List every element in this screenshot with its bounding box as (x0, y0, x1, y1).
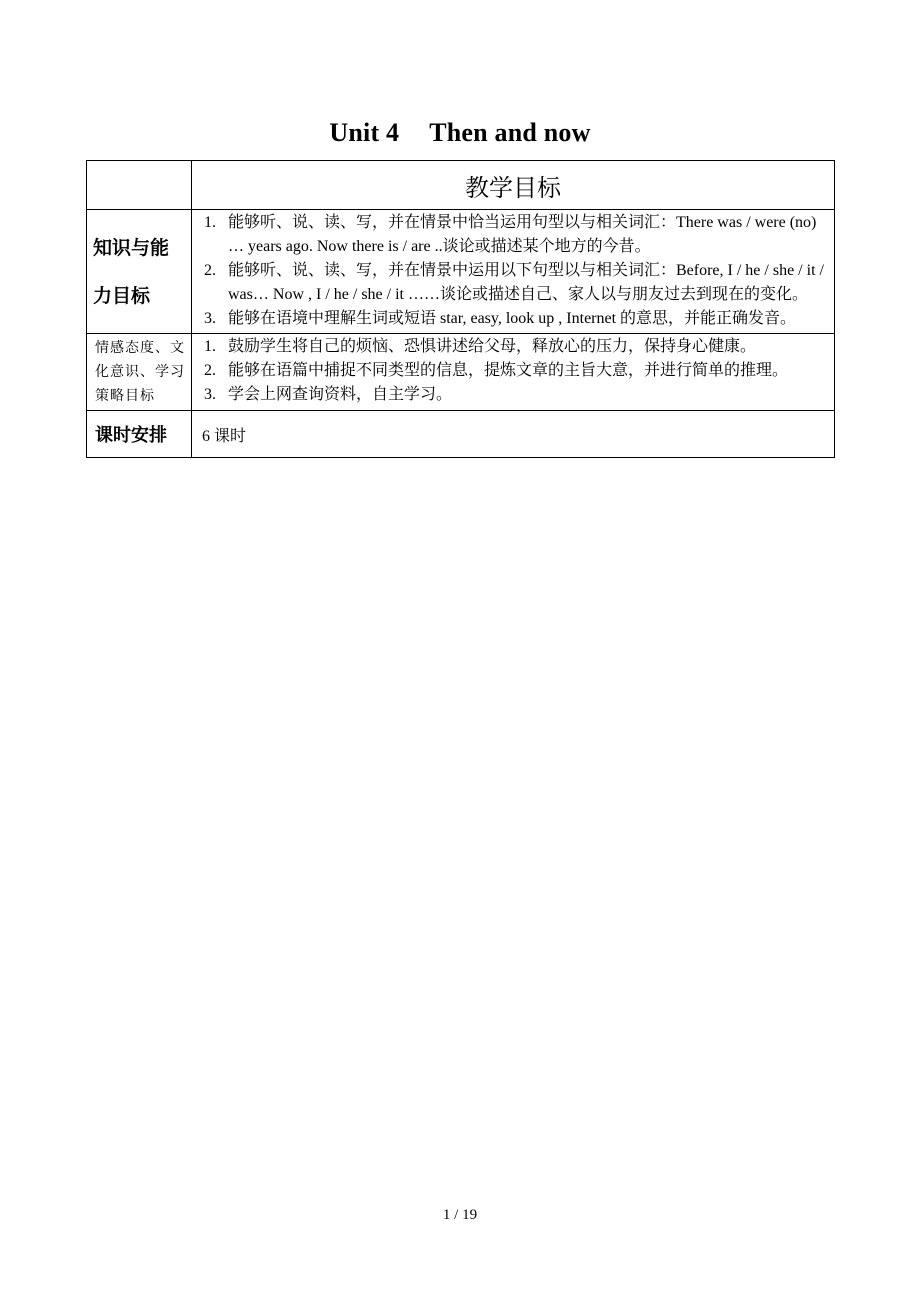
knowledge-ability-row (87, 210, 835, 334)
list-item (192, 211, 834, 259)
list-item (192, 383, 834, 407)
item-text: 能够在语篇中捕捉不同类型的信息，提炼文章的主旨大意，并进行简单的推理。 (228, 362, 789, 379)
item-number: 2. (204, 262, 216, 279)
item-text: 学会上网查询资料，自主学习。 (228, 386, 453, 403)
attitude-culture-strategy-label: 情感态度、文化意识、学习策略目标 (87, 334, 192, 411)
item-text: 能够在语境中理解生词或短语 star, easy, look up , Internet 的意思，并能正确发音。 (228, 310, 797, 327)
list-item (192, 335, 834, 359)
item-number: 3. (204, 386, 216, 403)
page-title (0, 118, 920, 148)
title-unit: Unit 4 (329, 118, 400, 147)
item-text: 能够听、说、读、写，并在情景中恰当运用句型以与相关词汇：There was / were (no) … years ago. Now there is / are ..谈论或描述某个地方的今昔。 (228, 214, 817, 255)
objective-list (192, 335, 834, 407)
list-item (192, 307, 834, 331)
item-number: 1. (204, 214, 216, 231)
attitude-culture-strategy-row (87, 334, 835, 411)
table-header-row (87, 161, 835, 210)
schedule-value: 6 课时 (192, 411, 835, 458)
page-number: 1 / 19 (442, 1207, 478, 1223)
label-line: 力目标 (93, 284, 151, 307)
item-text: 能够听、说、读、写，并在情景中运用以下句型以与相关词汇：Before, I / he / she / it / was… Now , I / he / she / it ……谈论或描述自己、家人以与朋友过去到现在的变化。 (228, 262, 824, 303)
lesson-plan-table (86, 160, 835, 458)
list-item (192, 359, 834, 383)
objective-list (192, 211, 834, 331)
item-number: 3. (204, 310, 216, 327)
title-topic: Then and now (429, 118, 591, 147)
item-text: 鼓励学生将自己的烦恼、恐惧讲述给父母，释放心的压力，保持身心健康。 (228, 338, 757, 355)
item-number: 1. (204, 338, 216, 355)
header-empty-cell (87, 161, 192, 210)
table-header: 教学目标 (192, 161, 835, 210)
knowledge-ability-content (192, 210, 835, 334)
schedule-row (87, 411, 835, 458)
schedule-label: 课时安排 (87, 411, 192, 458)
label-line: 知识与能 (93, 236, 170, 259)
item-number: 2. (204, 362, 216, 379)
list-item (192, 259, 834, 307)
attitude-culture-strategy-content (192, 334, 835, 411)
knowledge-ability-label (87, 210, 192, 334)
